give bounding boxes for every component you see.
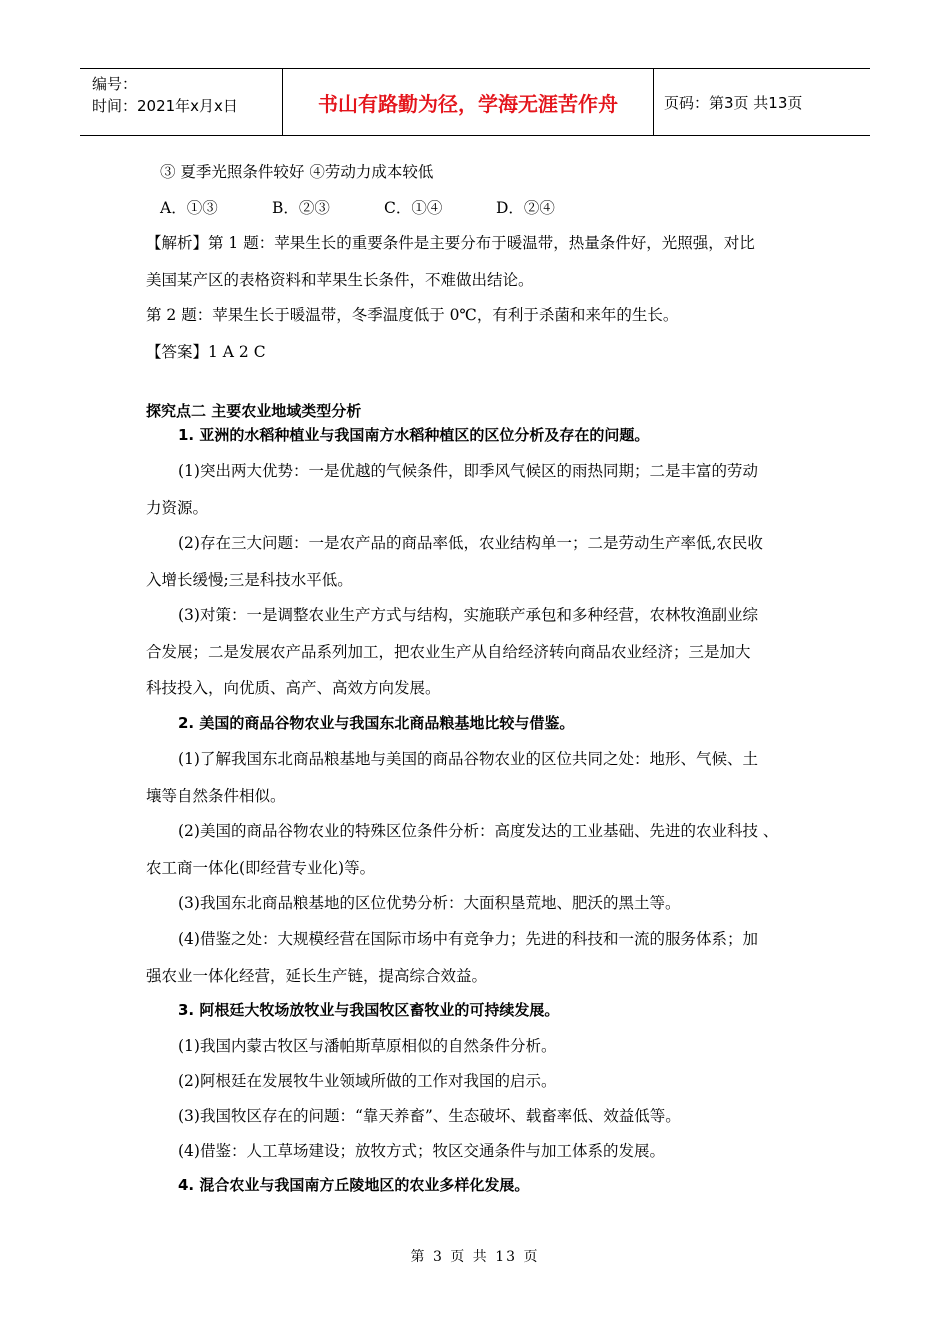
para-2-2-line2: 农工商一体化(即经营专业化)等。 [146, 859, 376, 877]
para-3-1: (1)我国内蒙古牧区与潘帕斯草原相似的自然条件分析。 [178, 1037, 557, 1055]
para-1-3-line3: 科技投入，向优质、高产、高效方向发展。 [146, 679, 441, 697]
para-1-3-line1: (3)对策：一是调整农业生产方式与结构，实施联产承包和多种经营，农林牧渔副业综 [178, 606, 758, 624]
para-3-4: (4)借鉴：人工草场建设；放牧方式；牧区交通条件与加工体系的发展。 [178, 1142, 665, 1160]
answer-key: 【答案】1 A 2 C [146, 343, 266, 361]
analysis-q1-line2: 美国某产区的表格资料和苹果生长条件，不难做出结论。 [146, 271, 534, 289]
page-header [80, 68, 870, 136]
heading-4: 4. 混合农业与我国南方丘陵地区的农业多样化发展。 [178, 1176, 530, 1194]
para-2-1-line2: 壤等自然条件相似。 [146, 787, 286, 805]
heading-3: 3. 阿根廷大牧场放牧业与我国牧区畜牧业的可持续发展。 [178, 1001, 560, 1019]
para-2-4-line2: 强农业一体化经营，延长生产链，提高综合效益。 [146, 967, 488, 985]
para-2-1-line1: (1)了解我国东北商品粮基地与美国的商品谷物农业的区位共同之处：地形、气候、土 [178, 750, 758, 768]
heading-1: 1. 亚洲的水稻种植业与我国南方水稻种植区的区位分析及存在的问题。 [178, 426, 650, 444]
para-3-2: (2)阿根廷在发展牧牛业领域所做的工作对我国的启示。 [178, 1072, 557, 1090]
para-1-1-line1: (1)突出两大优势：一是优越的气候条件，即季风气候区的雨热同期；二是丰富的劳动 [178, 462, 758, 480]
para-1-1-line2: 力资源。 [146, 499, 209, 517]
para-1-3-line2: 合发展；二是发展农产品系列加工，把农业生产从自给经济转向商品农业经济；三是加大 [146, 643, 751, 661]
para-1-2-line2: 入增长缓慢;三是科技水平低。 [146, 571, 353, 589]
heading-2: 2. 美国的商品谷物农业与我国东北商品粮基地比较与借鉴。 [178, 714, 575, 732]
page-footer: 第 3 页 共 13 页 [410, 1249, 540, 1265]
para-2-3: (3)我国东北商品粮基地的区位优势分析：大面积垦荒地、肥沃的黑土等。 [178, 894, 681, 912]
para-3-3: (3)我国牧区存在的问题：“靠天养畜”、生态破坏、载畜率低、效益低等。 [178, 1107, 681, 1125]
header-meta [80, 69, 282, 135]
header-page-number: 页码：第3页 共13页 [664, 93, 803, 112]
answer-options [160, 196, 608, 218]
question-item-3-4: ③ 夏季光照条件较好 ④劳动力成本较低 [160, 163, 434, 181]
doc-number-label: 编号： [92, 75, 138, 93]
analysis-q2: 第 2 题：苹果生长于暖温带，冬季温度低于 0℃，有利于杀菌和来年的生长。 [146, 306, 679, 324]
option-c: C．①④ [384, 199, 443, 217]
header-motto: 书山有路勤为径，学海无涯苦作舟 [282, 69, 654, 135]
analysis-q1-line1: 【解析】第 1 题：苹果生长的重要条件是主要分布于暖温带，热量条件好，光照强，对比 [146, 234, 755, 252]
option-b: B．②③ [272, 199, 330, 217]
section-title: 探究点二 主要农业地域类型分析 [146, 402, 362, 420]
option-d: D．②④ [496, 199, 555, 217]
para-2-2-line1: (2)美国的商品谷物农业的特殊区位条件分析：高度发达的工业基础、先进的农业科技 、 [178, 822, 779, 840]
option-a: A．①③ [160, 199, 218, 217]
para-2-4-line1: (4)借鉴之处：大规模经营在国际市场中有竞争力；先进的科技和一流的服务体系；加 [178, 930, 758, 948]
para-1-2-line1: (2)存在三大问题：一是农产品的商品率低，农业结构单一；二是劳动生产率低,农民收 [178, 534, 763, 552]
doc-date-label: 时间：2021年x月x日 [92, 97, 238, 115]
